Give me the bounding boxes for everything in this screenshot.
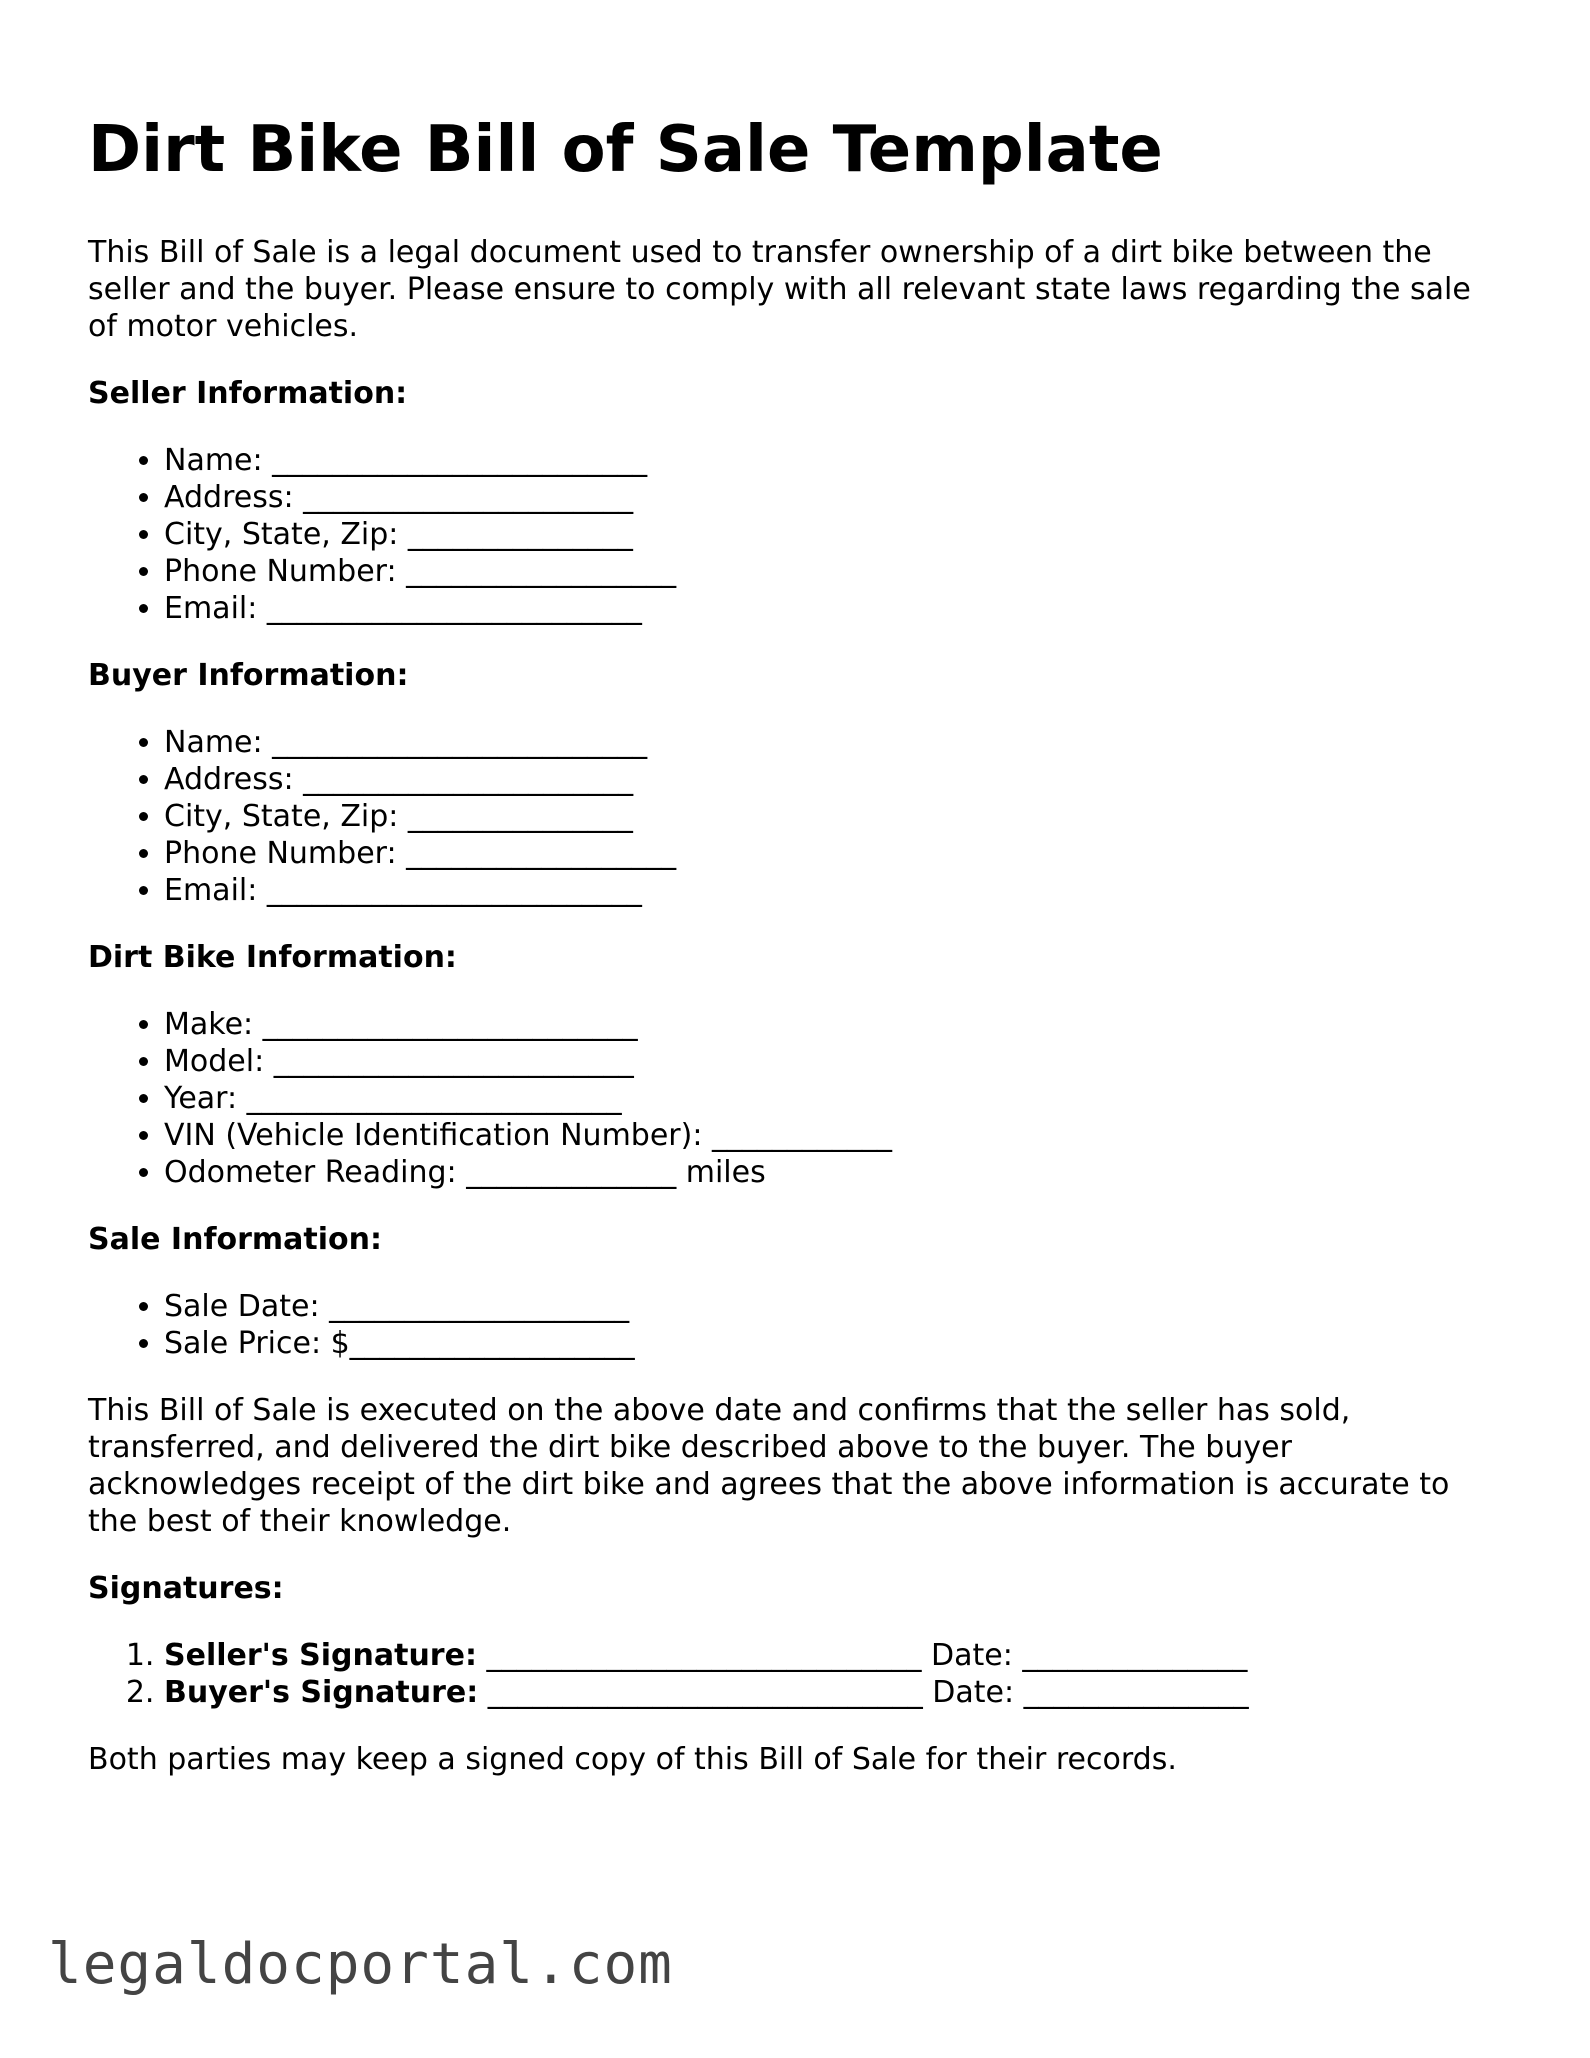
signatures-list	[88, 1637, 1508, 1711]
page-title: Dirt Bike Bill of Sale Template	[88, 113, 1163, 187]
buyer-heading: Buyer Information:	[88, 658, 409, 693]
seller-signature-line: _____________________________ Date: _______________	[476, 1638, 1248, 1673]
seller-heading: Seller Information:	[88, 376, 408, 411]
seller-email-field: • Email: _________________________	[164, 590, 1508, 627]
seller-name-field: • Name: _________________________	[164, 442, 1508, 479]
sale-date-field: • Sale Date: ____________________	[164, 1288, 1508, 1325]
closing-paragraph: Both parties may keep a signed copy of this Bill of Sale for their records.	[88, 1742, 1177, 1777]
sale-list	[88, 1288, 1508, 1362]
buyer-list	[88, 724, 1508, 909]
bike-year-field: • Year: _________________________	[164, 1080, 1508, 1117]
statement-paragraph: This Bill of Sale is executed on the above date and confirms that the seller has sold, transferred, and delivered the dirt bike described above to the buyer. The buyer acknowledges receipt of the dirt bike and agrees that the above information is accurate to the best of their knowledge.	[88, 1393, 1450, 1539]
buyer-phone-field: • Phone Number: __________________	[164, 835, 1508, 872]
buyer-address-field: • Address: ______________________	[164, 761, 1508, 798]
buyer-signature-label: Buyer's Signature:	[164, 1675, 479, 1710]
sale-price-field: • Sale Price: $___________________	[164, 1325, 1508, 1362]
document-page	[88, 110, 1508, 1778]
bike-vin-field: • VIN (Vehicle Identification Number): ____________	[164, 1117, 1508, 1154]
buyer-email-field: • Email: _________________________	[164, 872, 1508, 909]
buyer-signature-item	[164, 1674, 1508, 1711]
bike-list	[88, 1006, 1508, 1191]
seller-list	[88, 442, 1508, 627]
bike-odometer-field: • Odometer Reading: ______________ miles	[164, 1154, 1508, 1191]
sale-heading: Sale Information:	[88, 1222, 382, 1257]
seller-city-field: • City, State, Zip: _______________	[164, 516, 1508, 553]
buyer-name-field: • Name: _________________________	[164, 724, 1508, 761]
seller-phone-field: • Phone Number: __________________	[164, 553, 1508, 590]
intro-paragraph: This Bill of Sale is a legal document used to transfer ownership of a dirt bike between the seller and the buyer. Please ensure to comply with all relevant state laws regarding the sale of motor vehicles.	[88, 235, 1471, 344]
seller-signature-item	[164, 1637, 1508, 1674]
signatures-heading: Signatures:	[88, 1571, 284, 1606]
bike-model-field: • Model: ________________________	[164, 1043, 1508, 1080]
site-watermark: legaldocportal.com	[48, 1932, 673, 1997]
buyer-city-field: • City, State, Zip: _______________	[164, 798, 1508, 835]
seller-address-field: • Address: ______________________	[164, 479, 1508, 516]
buyer-signature-line: _____________________________ Date: _______________	[478, 1675, 1249, 1710]
bike-make-field: • Make: _________________________	[164, 1006, 1508, 1043]
seller-signature-label: Seller's Signature:	[164, 1638, 477, 1673]
bike-heading: Dirt Bike Information:	[88, 940, 457, 975]
